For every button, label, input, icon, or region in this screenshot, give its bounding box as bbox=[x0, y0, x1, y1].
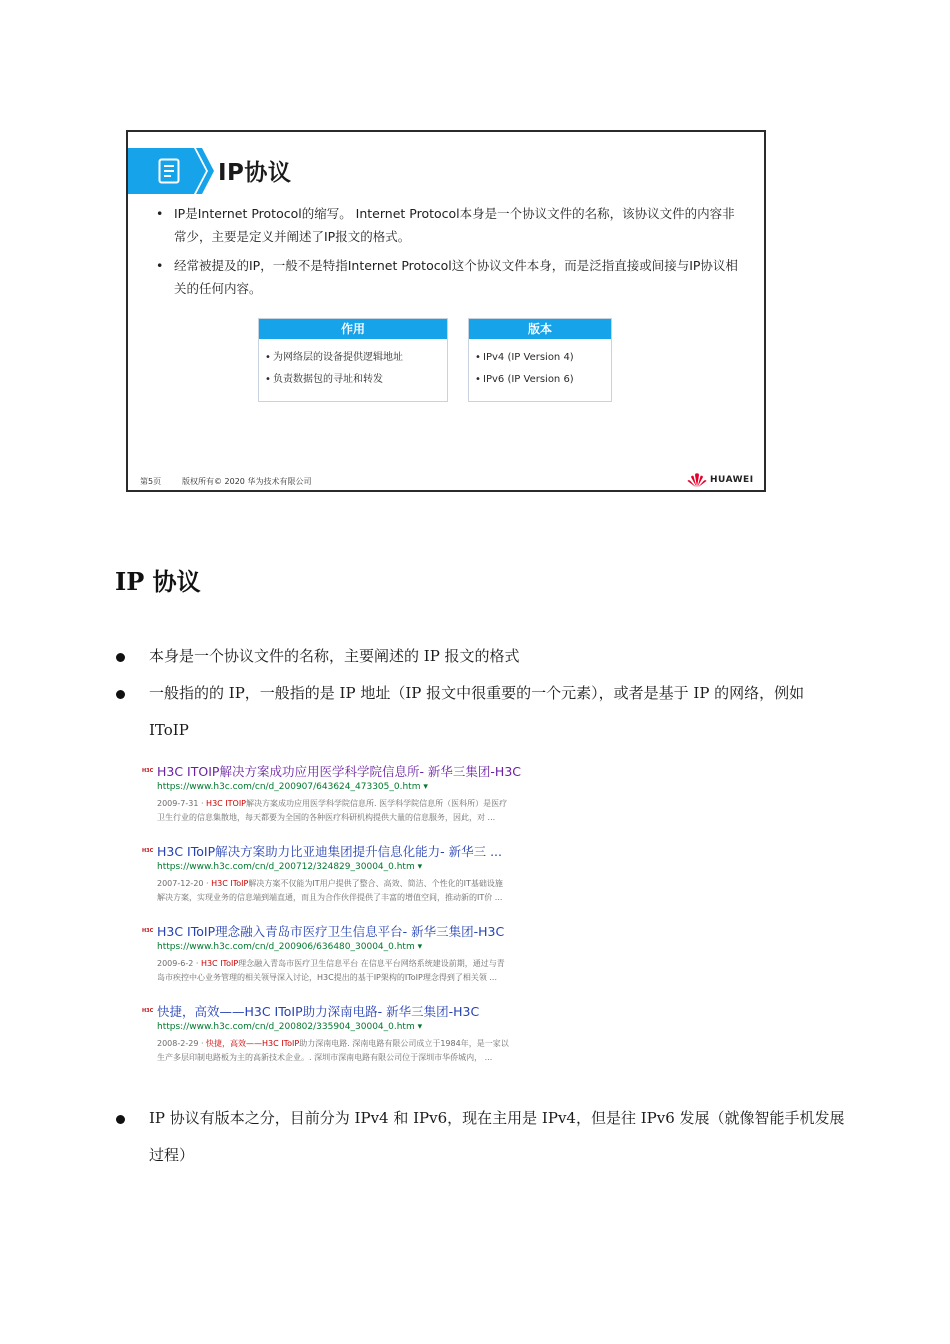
doc-bullet-text: 本身是一个协议文件的名称，主要阐述的 IP 报文的格式 bbox=[149, 647, 520, 665]
snippet-text: 岛市疾控中心业务管理的相关领导深入讨论，H3C提出的基于IP架构的IToIP理念得到了相关领 ... bbox=[157, 973, 498, 982]
bullet-dot-icon bbox=[116, 690, 125, 699]
snippet-date: 2007-12-20 bbox=[157, 879, 204, 888]
snippet-highlight: H3C IToIP bbox=[211, 879, 249, 888]
snippet-date: 2008-2-29 bbox=[157, 1039, 199, 1048]
search-result bbox=[142, 922, 572, 1002]
search-result bbox=[142, 842, 572, 922]
search-result-title-link[interactable]: 快捷，高效——H3C IToIP助力深南电路- 新华三集团-H3C bbox=[157, 1004, 480, 1019]
snippet-text: 解决方案不仅能为IT用户提供了整合、高效、简洁、个性化的IT基础设施 bbox=[248, 879, 503, 888]
slide-header bbox=[128, 132, 764, 210]
slide-page-number: 第5页 bbox=[140, 477, 162, 486]
search-results-screenshot bbox=[142, 762, 572, 1082]
huawei-logo-icon bbox=[686, 472, 708, 488]
version-box bbox=[468, 318, 612, 402]
function-item: • 为网络层的设备提供逻辑地址 bbox=[265, 347, 441, 369]
snippet-highlight: H3C IToIP bbox=[200, 959, 239, 968]
version-box-body bbox=[469, 339, 611, 391]
snippet-text: 生产多层印制电路板为主的高新技术企业。. 深圳市深南电路有限公司位于深圳市华侨城内， ... bbox=[157, 1053, 493, 1062]
h3c-favicon-icon: H3C bbox=[142, 1008, 154, 1014]
doc-bullet-item bbox=[115, 675, 845, 749]
doc-bullet-item bbox=[115, 638, 845, 675]
bullet-dot-icon bbox=[116, 653, 125, 662]
slide-copyright: 版权所有© 2020 华为技术有限公司 bbox=[182, 477, 312, 486]
huawei-wordmark: HUAWEI bbox=[710, 475, 754, 485]
search-result bbox=[142, 1002, 572, 1082]
doc-bullet-list bbox=[115, 638, 845, 749]
snippet-text: 卫生行业的信息集散地，每天都要为全国的各种医疗科研机构提供大量的信息服务，因此，对 ... bbox=[157, 813, 496, 822]
search-result bbox=[142, 762, 572, 842]
search-result-snippet: 2008-2-29 · 快捷，高效——H3C IToIP助力深南电路. 深南电路有限公司成立于1984年，是一家以 生产多层印制电路板为主的高新技术企业。. 深圳市深南电路有限公司位于深圳市华侨城内， ... bbox=[157, 1039, 509, 1062]
slide-bullet: • 经常被提及的IP，一般不是特指Internet Protocol这个协议文件本身，而是泛指直接或间接与IP协议相关的任何内容。 bbox=[156, 254, 746, 300]
section-heading: IP 协议 bbox=[115, 567, 201, 596]
search-result-snippet: 2007-12-20 · H3C IToIP解决方案不仅能为IT用户提供了整合、高效、简洁、个性化的IT基础设施 解决方案，实现业务的信息端到端直通，而且为合作伙伴提供了丰富的增值空间，推动新的IT价 ... bbox=[157, 879, 503, 902]
search-result-title-link[interactable]: H3C IToIP解决方案助力比亚迪集团提升信息化能力- 新华三 ... bbox=[157, 844, 503, 859]
h3c-favicon-icon: H3C bbox=[142, 928, 154, 934]
version-item: • IPv6 (IP Version 6) bbox=[475, 369, 605, 391]
version-item: • IPv4 (IP Version 4) bbox=[475, 347, 605, 369]
snippet-text: 理念融入青岛市医疗卫生信息平台 在信息平台网络系统建设前期，通过与青 bbox=[238, 959, 505, 968]
slide-bullet-list bbox=[156, 202, 746, 306]
search-result-title-link[interactable]: H3C ITOIP解决方案成功应用医学科学院信息所- 新华三集团-H3C bbox=[157, 764, 522, 779]
function-box-header: 作用 bbox=[259, 319, 447, 339]
h3c-favicon-icon: H3C bbox=[142, 848, 154, 854]
function-item: • 负责数据包的寻址和转发 bbox=[265, 369, 441, 391]
doc-bullet-item bbox=[115, 1100, 845, 1174]
doc-bullet-text: 一般指的的 IP，一般指的是 IP 地址（IP 报文中很重要的一个元素），或者是基于 IP 的网络，例如 IToIP bbox=[149, 684, 805, 739]
snippet-date: 2009-6-2 bbox=[157, 959, 194, 968]
snippet-date: 2009-7-31 bbox=[157, 799, 199, 808]
search-result-title-link[interactable]: H3C IToIP理念融入青岛市医疗卫生信息平台- 新华三集团-H3C bbox=[157, 924, 505, 939]
snippet-highlight: H3C ITOIP bbox=[206, 799, 247, 808]
slide-bullet: • IP是Internet Protocol的缩写。 Internet Protocol本身是一个协议文件的名称，该协议文件的内容非常少，主要是定义并阐述了IP报文的格式。 bbox=[156, 202, 746, 248]
version-box-header: 版本 bbox=[469, 319, 611, 339]
document-icon bbox=[158, 158, 180, 184]
doc-bullet-row bbox=[115, 1100, 845, 1174]
h3c-favicon-icon: H3C bbox=[142, 768, 154, 774]
function-box bbox=[258, 318, 448, 402]
search-result-url[interactable]: https://www.h3c.com/cn/d_200802/335904_30004_0.htm ▾ bbox=[157, 1022, 423, 1032]
snippet-text: 解决方案成功应用医学科学院信息所. 医学科学院信息所（医科所）是医疗 bbox=[246, 799, 508, 808]
function-box-body bbox=[259, 339, 447, 391]
bullet-dot-icon bbox=[116, 1115, 125, 1124]
slide-image bbox=[126, 130, 766, 492]
snippet-text: 解决方案，实现业务的信息端到端直通，而且为合作伙伴提供了丰富的增值空间，推动新的IT价 ... bbox=[157, 893, 503, 902]
search-result-url[interactable]: https://www.h3c.com/cn/d_200712/324829_30004_0.htm ▾ bbox=[157, 862, 423, 872]
search-result-url[interactable]: https://www.h3c.com/cn/d_200906/636480_30004_0.htm ▾ bbox=[157, 942, 423, 952]
snippet-highlight: 快捷，高效——H3C IToIP bbox=[206, 1039, 300, 1048]
search-result-url[interactable]: https://www.h3c.com/cn/d_200907/643624_473305_0.htm ▾ bbox=[157, 782, 428, 792]
search-result-snippet: 2009-6-2 · H3C IToIP理念融入青岛市医疗卫生信息平台 在信息平台网络系统建设前期，通过与青 岛市疾控中心业务管理的相关领导深入讨论，H3C提出的基于IP架构的IToIP理念得到了相关领 ... bbox=[157, 959, 505, 982]
doc-bullet-text: IP 协议有版本之分，目前分为 IPv4 和 IPv6，现在主用是 IPv4，但是往 IPv6 发展（就像智能手机发展过程） bbox=[149, 1109, 845, 1164]
search-result-snippet: 2009-7-31 · H3C ITOIP解决方案成功应用医学科学院信息所. 医学科学院信息所（医科所）是医疗 卫生行业的信息集散地，每天都要为全国的各种医疗科研机构提供大量的信息服务，因此，对 ... bbox=[157, 799, 508, 822]
snippet-text: 助力深南电路. 深南电路有限公司成立于1984年，是一家以 bbox=[299, 1039, 509, 1048]
slide-title: IP协议 bbox=[218, 160, 292, 186]
